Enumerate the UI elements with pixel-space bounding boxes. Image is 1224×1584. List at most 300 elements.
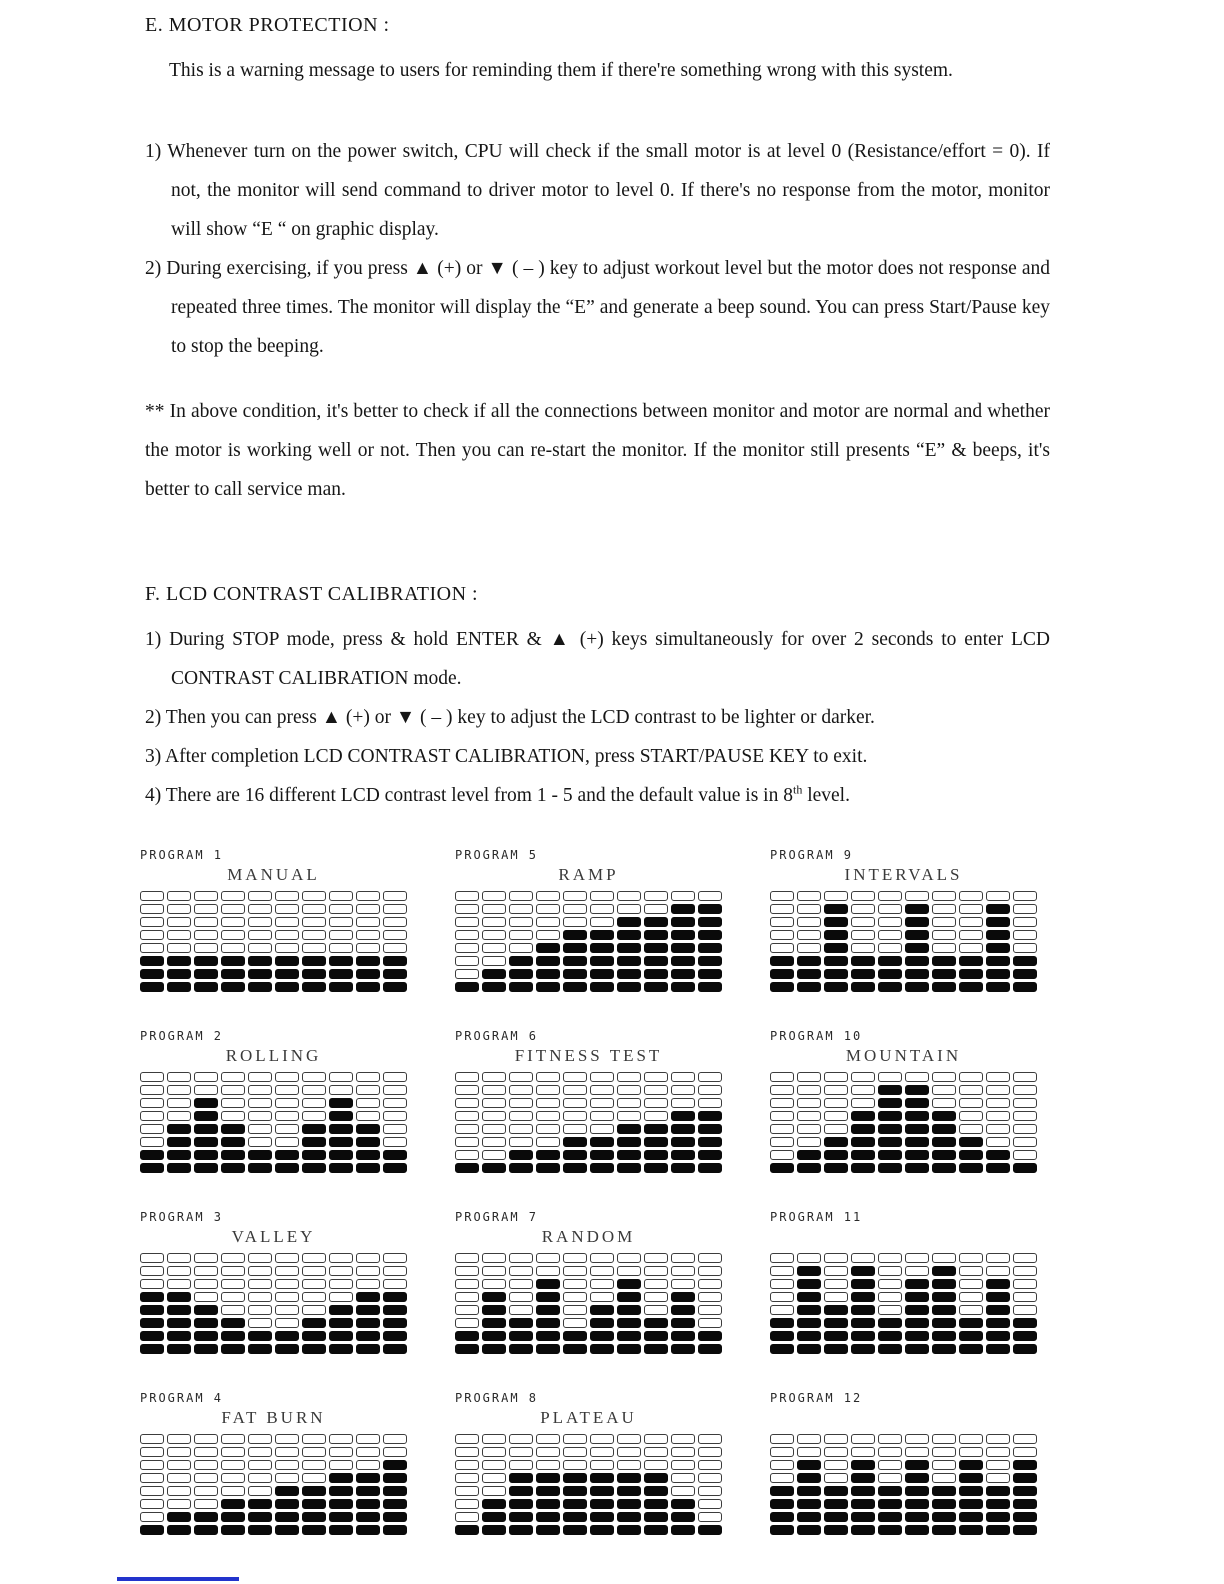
profile-cell	[383, 1512, 407, 1522]
profile-cell	[509, 1163, 533, 1173]
profile-cell	[698, 1292, 722, 1302]
program-label: PROGRAM 11	[770, 1210, 863, 1224]
program-profile-grid	[455, 1253, 722, 1354]
profile-cell	[221, 956, 245, 966]
profile-cell	[302, 956, 326, 966]
profile-cell	[356, 1111, 380, 1121]
profile-cell	[356, 1486, 380, 1496]
profile-cell	[482, 1085, 506, 1095]
profile-cell	[797, 1460, 821, 1470]
profile-cell	[221, 1344, 245, 1354]
profile-cell	[590, 1486, 614, 1496]
profile-cell	[536, 1525, 560, 1535]
profile-cell	[590, 891, 614, 901]
blue-underline-artifact	[117, 1577, 239, 1581]
profile-cell	[140, 1525, 164, 1535]
profile-cell	[878, 1124, 902, 1134]
profile-cell	[140, 1344, 164, 1354]
profile-cell	[248, 1137, 272, 1147]
profile-cell	[167, 1137, 191, 1147]
profile-cell	[797, 1150, 821, 1160]
program-title: RANDOM	[541, 1227, 636, 1246]
profile-cell	[644, 1499, 668, 1509]
profile-row	[770, 1447, 1037, 1457]
profile-cell	[509, 1486, 533, 1496]
profile-cell	[356, 1525, 380, 1535]
profile-cell	[698, 1279, 722, 1289]
profile-cell	[482, 1292, 506, 1302]
profile-cell	[905, 1473, 929, 1483]
profile-cell	[248, 1525, 272, 1535]
profile-cell	[824, 1137, 848, 1147]
profile-cell	[509, 1499, 533, 1509]
profile-cell	[536, 1072, 560, 1082]
profile-cell	[671, 1150, 695, 1160]
profile-cell	[905, 1434, 929, 1444]
profile-row	[770, 891, 1037, 901]
profile-cell	[851, 1098, 875, 1108]
profile-cell	[986, 1447, 1010, 1457]
profile-cell	[851, 1460, 875, 1470]
profile-cell	[140, 1318, 164, 1328]
profile-cell	[302, 1292, 326, 1302]
profile-cell	[356, 1331, 380, 1341]
profile-row	[770, 1331, 1037, 1341]
profile-cell	[167, 1072, 191, 1082]
profile-cell	[329, 1434, 353, 1444]
profile-row	[140, 1266, 407, 1276]
profile-cell	[851, 917, 875, 927]
profile-cell	[770, 1292, 794, 1302]
profile-cell	[590, 1137, 614, 1147]
profile-cell	[509, 943, 533, 953]
program-block-program-9	[770, 848, 1037, 995]
profile-cell	[671, 1305, 695, 1315]
profile-cell	[590, 1512, 614, 1522]
program-profile-grid	[140, 1434, 407, 1535]
profile-cell	[167, 1292, 191, 1302]
profile-cell	[986, 1072, 1010, 1082]
profile-cell	[248, 943, 272, 953]
program-label: PROGRAM 5	[455, 848, 539, 862]
profile-cell	[644, 1460, 668, 1470]
profile-cell	[590, 917, 614, 927]
profile-cell	[509, 1098, 533, 1108]
profile-row	[770, 1499, 1037, 1509]
profile-cell	[140, 1085, 164, 1095]
profile-cell	[140, 1279, 164, 1289]
section-e-note: ** In above condition, it's better to check if all the connections between monitor and motor are normal and whether the motor is working well or not. Then you can re-start the monitor. If the monitor still presents “E” & beeps, it's better to call service man.	[145, 401, 1050, 500]
profile-cell	[356, 1434, 380, 1444]
profile-cell	[824, 1163, 848, 1173]
profile-cell	[455, 982, 479, 992]
profile-cell	[617, 1434, 641, 1444]
profile-cell	[509, 969, 533, 979]
profile-row	[140, 1279, 407, 1289]
profile-cell	[455, 1499, 479, 1509]
profile-row	[140, 1447, 407, 1457]
profile-cell	[797, 891, 821, 901]
profile-cell	[824, 1266, 848, 1276]
profile-cell	[329, 1124, 353, 1134]
profile-cell	[932, 1460, 956, 1470]
profile-cell	[1013, 1072, 1037, 1082]
profile-cell	[221, 917, 245, 927]
profile-cell	[356, 1318, 380, 1328]
profile-cell	[905, 1085, 929, 1095]
profile-cell	[140, 891, 164, 901]
profile-cell	[590, 982, 614, 992]
profile-cell	[563, 1137, 587, 1147]
profile-cell	[509, 1072, 533, 1082]
profile-cell	[356, 1344, 380, 1354]
profile-cell	[905, 956, 929, 966]
profile-cell	[248, 1150, 272, 1160]
profile-cell	[851, 1499, 875, 1509]
profile-cell	[329, 1253, 353, 1263]
profile-row	[455, 1331, 722, 1341]
profile-cell	[824, 1292, 848, 1302]
profile-row	[770, 1137, 1037, 1147]
profile-cell	[221, 891, 245, 901]
profile-cell	[194, 1266, 218, 1276]
profile-cell	[671, 1253, 695, 1263]
profile-cell	[959, 1085, 983, 1095]
profile-cell	[563, 1512, 587, 1522]
profile-cell	[671, 969, 695, 979]
profile-cell	[563, 891, 587, 901]
profile-cell	[356, 1137, 380, 1147]
profile-cell	[167, 1305, 191, 1315]
profile-cell	[644, 1124, 668, 1134]
profile-cell	[770, 917, 794, 927]
profile-cell	[851, 1512, 875, 1522]
profile-cell	[770, 1253, 794, 1263]
program-label: PROGRAM 10	[770, 1029, 863, 1043]
profile-cell	[644, 891, 668, 901]
profile-cell	[509, 1434, 533, 1444]
program-block-program-5	[455, 848, 722, 995]
profile-cell	[356, 1253, 380, 1263]
program-title: FAT BURN	[221, 1408, 326, 1427]
profile-cell	[302, 1124, 326, 1134]
profile-cell	[905, 1150, 929, 1160]
profile-row	[455, 1499, 722, 1509]
profile-cell	[590, 1525, 614, 1535]
profile-cell	[824, 917, 848, 927]
profile-cell	[221, 943, 245, 953]
profile-cell	[536, 1111, 560, 1121]
f-item-4-suffix: level.	[802, 785, 850, 806]
profile-cell	[455, 1124, 479, 1134]
profile-cell	[959, 969, 983, 979]
profile-cell	[770, 982, 794, 992]
program-label: PROGRAM 4	[140, 1391, 224, 1405]
profile-cell	[824, 956, 848, 966]
profile-cell	[455, 1292, 479, 1302]
profile-cell	[455, 1098, 479, 1108]
profile-cell	[797, 1434, 821, 1444]
profile-cell	[356, 1085, 380, 1095]
profile-cell	[932, 1163, 956, 1173]
profile-cell	[698, 943, 722, 953]
profile-cell	[329, 1163, 353, 1173]
profile-cell	[248, 1292, 272, 1302]
profile-cell	[770, 956, 794, 966]
profile-cell	[167, 1111, 191, 1121]
profile-cell	[644, 1150, 668, 1160]
profile-cell	[221, 1137, 245, 1147]
profile-cell	[329, 982, 353, 992]
profile-cell	[482, 1163, 506, 1173]
profile-cell	[563, 1163, 587, 1173]
profile-cell	[167, 1460, 191, 1470]
profile-cell	[248, 1460, 272, 1470]
spacer	[145, 509, 1050, 575]
profile-cell	[986, 1499, 1010, 1509]
profile-cell	[698, 1111, 722, 1121]
profile-cell	[878, 1163, 902, 1173]
profile-row	[455, 930, 722, 940]
profile-cell	[329, 1460, 353, 1470]
profile-cell	[536, 956, 560, 966]
profile-cell	[698, 1447, 722, 1457]
profile-cell	[932, 1085, 956, 1095]
profile-row	[455, 1305, 722, 1315]
profile-cell	[482, 1150, 506, 1160]
profile-cell	[878, 1150, 902, 1160]
profile-cell	[644, 1253, 668, 1263]
profile-row	[770, 969, 1037, 979]
profile-cell	[1013, 982, 1037, 992]
profile-cell	[356, 904, 380, 914]
f-item-4-superscript: th	[792, 782, 803, 797]
profile-cell	[932, 969, 956, 979]
profile-row	[455, 1124, 722, 1134]
profile-cell	[302, 969, 326, 979]
profile-row	[140, 1150, 407, 1160]
profile-cell	[932, 1486, 956, 1496]
program-profile-grid	[455, 1434, 722, 1535]
profile-cell	[905, 1318, 929, 1328]
profile-cell	[770, 1163, 794, 1173]
profile-cell	[329, 1318, 353, 1328]
profile-cell	[482, 1124, 506, 1134]
profile-cell	[167, 930, 191, 940]
profile-cell	[275, 1098, 299, 1108]
profile-cell	[221, 1318, 245, 1328]
profile-cell	[194, 1305, 218, 1315]
profile-cell	[482, 1344, 506, 1354]
profile-cell	[644, 1318, 668, 1328]
profile-cell	[167, 1085, 191, 1095]
profile-cell	[140, 956, 164, 966]
profile-cell	[383, 891, 407, 901]
profile-cell	[329, 930, 353, 940]
profile-cell	[905, 1279, 929, 1289]
profile-cell	[698, 1085, 722, 1095]
profile-cell	[302, 943, 326, 953]
profile-cell	[617, 1266, 641, 1276]
profile-row	[455, 1512, 722, 1522]
profile-cell	[302, 1266, 326, 1276]
profile-cell	[671, 1460, 695, 1470]
profile-cell	[1013, 943, 1037, 953]
profile-cell	[221, 1460, 245, 1470]
profile-cell	[905, 1098, 929, 1108]
profile-cell	[797, 1111, 821, 1121]
profile-cell	[455, 1434, 479, 1444]
profile-cell	[509, 1253, 533, 1263]
profile-cell	[563, 1072, 587, 1082]
profile-cell	[536, 930, 560, 940]
profile-cell	[905, 982, 929, 992]
profile-cell	[851, 1124, 875, 1134]
profile-cell	[383, 1085, 407, 1095]
profile-cell	[194, 1098, 218, 1108]
profile-cell	[275, 891, 299, 901]
profile-cell	[509, 1512, 533, 1522]
profile-cell	[302, 1486, 326, 1496]
profile-cell	[356, 1499, 380, 1509]
section-f-item-4	[145, 776, 1050, 815]
profile-cell	[986, 1434, 1010, 1444]
profile-cell	[824, 1447, 848, 1457]
profile-cell	[509, 982, 533, 992]
profile-cell	[959, 982, 983, 992]
profile-cell	[824, 1253, 848, 1263]
profile-cell	[140, 1486, 164, 1496]
programs-grid	[140, 848, 1037, 1538]
profile-cell	[329, 1512, 353, 1522]
profile-cell	[383, 1137, 407, 1147]
profile-cell	[878, 969, 902, 979]
profile-row	[455, 1486, 722, 1496]
profile-cell	[644, 1447, 668, 1457]
profile-row	[770, 1525, 1037, 1535]
profile-cell	[797, 904, 821, 914]
profile-row	[455, 904, 722, 914]
profile-cell	[509, 1085, 533, 1095]
profile-cell	[482, 1111, 506, 1121]
profile-cell	[590, 1331, 614, 1341]
profile-cell	[671, 1512, 695, 1522]
profile-cell	[617, 1499, 641, 1509]
profile-cell	[590, 1305, 614, 1315]
profile-cell	[356, 917, 380, 927]
profile-cell	[671, 943, 695, 953]
profile-cell	[644, 1279, 668, 1289]
profile-row	[140, 1344, 407, 1354]
profile-cell	[797, 1512, 821, 1522]
profile-cell	[617, 1085, 641, 1095]
profile-row	[140, 1434, 407, 1444]
profile-cell	[770, 1499, 794, 1509]
profile-cell	[590, 1163, 614, 1173]
profile-cell	[932, 1253, 956, 1263]
program-profile-grid	[770, 1434, 1037, 1535]
profile-cell	[851, 1111, 875, 1121]
profile-cell	[383, 1253, 407, 1263]
profile-row	[455, 1111, 722, 1121]
profile-cell	[617, 1331, 641, 1341]
profile-cell	[140, 1150, 164, 1160]
profile-cell	[959, 1318, 983, 1328]
profile-cell	[644, 956, 668, 966]
profile-cell	[167, 891, 191, 901]
profile-cell	[194, 1460, 218, 1470]
profile-cell	[329, 943, 353, 953]
profile-cell	[770, 1137, 794, 1147]
profile-cell	[959, 1163, 983, 1173]
profile-cell	[455, 1253, 479, 1263]
profile-cell	[986, 969, 1010, 979]
profile-row	[140, 956, 407, 966]
profile-cell	[590, 1447, 614, 1457]
profile-cell	[455, 1344, 479, 1354]
profile-cell	[194, 1525, 218, 1535]
profile-cell	[194, 1137, 218, 1147]
profile-cell	[167, 1279, 191, 1289]
profile-cell	[455, 1150, 479, 1160]
profile-cell	[302, 1525, 326, 1535]
profile-cell	[797, 1525, 821, 1535]
profile-cell	[797, 1305, 821, 1315]
profile-cell	[275, 943, 299, 953]
profile-cell	[932, 1499, 956, 1509]
profile-cell	[644, 969, 668, 979]
section-f-item-1: 1) During STOP mode, press & hold ENTER & ▲ (+) keys simultaneously for over 2 seconds to enter LCD CONTRAST CALIBRATION mode.	[145, 629, 1050, 689]
profile-cell	[986, 1525, 1010, 1535]
profile-cell	[1013, 1331, 1037, 1341]
profile-row	[455, 1253, 722, 1263]
profile-cell	[167, 956, 191, 966]
profile-cell	[275, 982, 299, 992]
profile-cell	[248, 1111, 272, 1121]
profile-cell	[221, 1292, 245, 1302]
profile-cell	[248, 1512, 272, 1522]
profile-cell	[878, 930, 902, 940]
profile-cell	[932, 1434, 956, 1444]
spacer	[145, 90, 1050, 132]
program-profile-grid	[770, 891, 1037, 992]
profile-cell	[770, 1098, 794, 1108]
profile-cell	[824, 1305, 848, 1315]
profile-cell	[221, 1512, 245, 1522]
profile-cell	[275, 904, 299, 914]
section-e-item-1: 1) Whenever turn on the power switch, CPU will check if the small motor is at level 0 (Resistance/effort = 0). If not, the monitor will send command to driver motor to level 0. If there's no response from the motor, monitor will show “E “ on graphic display.	[145, 141, 1050, 240]
profile-row	[140, 1512, 407, 1522]
profile-cell	[617, 1460, 641, 1470]
profile-cell	[1013, 1085, 1037, 1095]
profile-cell	[617, 1344, 641, 1354]
profile-cell	[617, 1525, 641, 1535]
profile-cell	[536, 904, 560, 914]
profile-cell	[851, 969, 875, 979]
profile-cell	[248, 1434, 272, 1444]
profile-cell	[455, 1163, 479, 1173]
profile-cell	[455, 1525, 479, 1535]
profile-cell	[140, 1124, 164, 1134]
profile-cell	[356, 1292, 380, 1302]
profile-cell	[986, 1292, 1010, 1302]
profile-cell	[356, 1512, 380, 1522]
profile-cell	[536, 1331, 560, 1341]
profile-cell	[671, 917, 695, 927]
profile-cell	[248, 1473, 272, 1483]
profile-cell	[959, 1331, 983, 1341]
profile-cell	[1013, 1486, 1037, 1496]
